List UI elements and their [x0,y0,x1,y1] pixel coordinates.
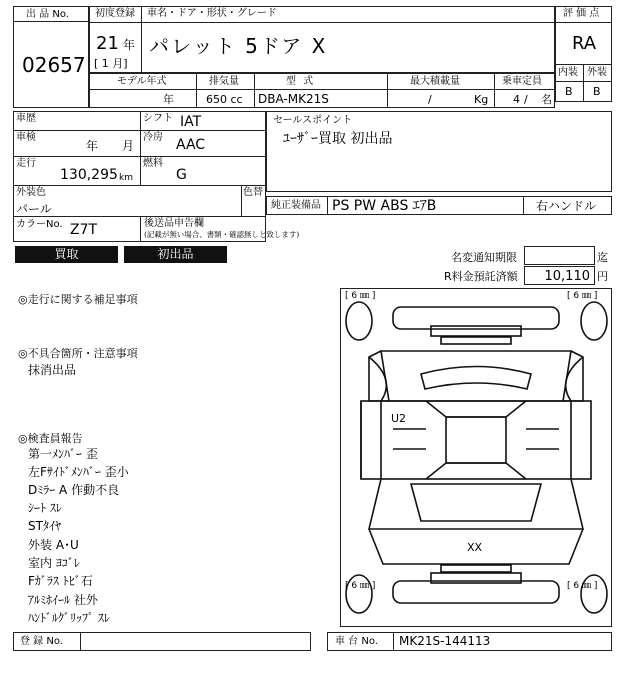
inspection-month: 月 [122,139,135,153]
lot-number: 02657 [22,53,86,77]
ac-label: 冷房 [143,132,163,143]
ext-color-label: 外装色 [16,187,46,198]
exterior-label: 外装 [587,67,607,78]
equipment: PS PW ABS ｴｱB [332,198,437,214]
score-value: RA [572,33,597,54]
sales-point-box [266,111,612,192]
inspector-line: Dﾐﾗｰ A 作動不良 [28,483,120,497]
name-label: 車名・ドア・形状・グレード [147,8,277,19]
tire-label-bottom-right: [ 6 ㎜ ] [567,581,598,591]
badge-first-listing: 初出品 [124,246,227,263]
recycle-unit: 円 [597,270,608,283]
damage-mark-u2: U2 [391,412,407,425]
lot-label: 出 品 No. [26,9,69,20]
load-unit: Kg [474,93,489,106]
fuel: G [176,167,187,183]
reg-month: [ 1 月] [94,57,128,70]
reg-year: 21 [96,33,119,54]
color-change-label: 色替 [243,187,263,198]
capacity: 4 [513,93,520,106]
inspector-line: 左Fｻｲﾄﾞﾒﾝﾊﾞｰ 歪小 [28,465,129,479]
interior-label: 内装 [558,67,578,78]
recycle-label: R料金預託済額 [444,270,518,283]
steering: 右ハンドル [536,199,597,213]
mileage: 130,295 [60,167,118,183]
mileage-unit: km [119,173,133,183]
reg-label: 初度登録 [95,8,135,19]
ac: AAC [176,137,206,153]
inspector-header: ◎検査員報告 [18,432,83,445]
recycle-box [524,266,595,285]
inspector-line: ﾊﾝﾄﾞﾙｸﾞﾘｯﾌﾟ ｽﾚ [28,611,110,625]
shift: IAT [180,114,202,130]
exterior-grade: B [593,85,601,98]
defect-line: 抹消出品 [28,363,77,377]
tire-top-right [581,302,607,340]
chassis-no: MK21S-144113 [399,634,491,648]
sales-point: ﾕｰｻﾞｰ買取 初出品 [283,131,393,147]
inspection-label: 車検 [16,132,36,143]
inspection-year: 年 [86,139,99,153]
load-label: 最大積載量 [410,76,460,87]
name-change-unit: 迄 [597,251,608,264]
defect-header: ◎不具合箇所・注意事項 [18,347,138,360]
inspector-line: 第一ﾒﾝﾊﾞｰ 歪 [28,447,98,461]
reg-no-label: 登 録 No. [20,636,63,647]
interior-grade: B [565,85,573,98]
inspector-line: ｱﾙﾐﾎｲｰﾙ 社外 [28,593,98,607]
inspector-line: 室内 ﾖｺﾞﾚ [28,556,80,570]
capacity-unit: 名 [541,93,552,106]
name-change-label: 名変通知期限 [451,251,517,264]
capacity-label: 乗車定員 [502,76,542,87]
aftermarket-note: (記載が無い場合、書類・確認無しと致します) [144,231,300,240]
lot-number-cell [13,21,89,108]
tire-label-top-right: [ 6 ㎜ ] [567,291,598,301]
shift-label: シフト [143,113,173,124]
inspector-line: STﾀｲﾔ [28,519,61,533]
inspector-line: 外装 A･U [28,538,79,552]
tire-label-top-left: [ 6 ㎜ ] [345,291,376,301]
mileage-label: 走行 [16,158,36,169]
model-year-label: モデル年式 [117,76,167,87]
recycle-value: 10,110 [544,269,590,284]
tire-label-bottom-left: [ 6 ㎜ ] [345,581,376,591]
chassis-label: 車 台 No. [335,636,378,647]
displacement-label: 排気量 [209,76,239,87]
driving-header: ◎走行に関する補足事項 [18,293,138,306]
lot-label-cell [13,6,89,22]
capacity-slash: / [524,93,528,106]
car-outline [341,289,611,626]
type: DBA-MK21S [258,92,329,106]
aftermarket-label: 後送品申告欄 [144,218,204,229]
inspector-line: Fｶﾞﾗｽ ﾄﾋﾞ石 [28,574,93,588]
sales-point-label: セールスポイント [273,115,353,126]
reg-year-unit: 年 [123,38,136,52]
fuel-label: 燃料 [143,158,163,169]
equipment-label: 純正装備品 [271,200,321,211]
car-name: パレット 5ドア X [149,34,328,58]
badge-buyback: 買取 [15,246,118,263]
inspector-line: ｼｰﾄ ｽﾚ [28,501,62,515]
color-no-label: カラーNo. [16,219,63,230]
model-year-unit: 年 [163,93,174,106]
displacement: 650 cc [206,93,243,106]
ext-color: パール [16,202,52,216]
name-change-box [524,246,595,265]
tire-top-left [346,302,372,340]
score-label: 評 価 点 [563,8,600,19]
car-diagram [340,288,612,627]
type-label: 型 式 [286,76,316,87]
damage-mark-xx: XX [467,541,483,554]
load-slash: / [428,93,432,106]
history-label: 車歴 [16,113,36,124]
color-no: Z7T [70,222,98,238]
